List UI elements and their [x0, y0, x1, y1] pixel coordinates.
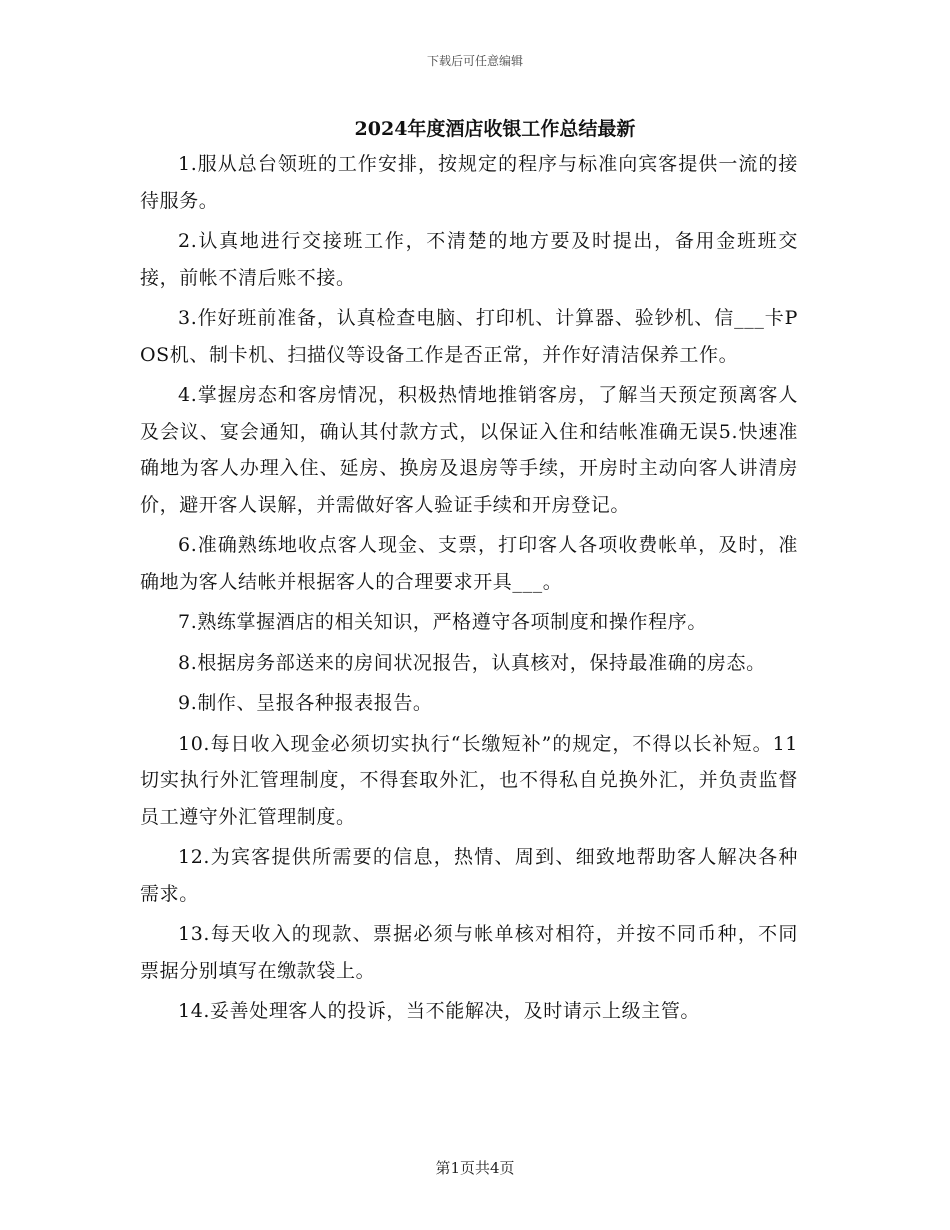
document-title: 2024年度酒店收银工作总结最新 [354, 118, 636, 140]
paragraph-3: 3.作好班前准备，认真检查电脑、打印机、计算器、验钞机、信___卡POS机、制卡机、扫描仪等设备工作是否正常，并作好清洁保养工作。 [140, 307, 798, 366]
paragraph-2: 2.认真地进行交接班工作，不清楚的地方要及时提出，备用金班班交接，前帐不清后账不接。 [140, 230, 798, 289]
paragraph-12: 12.为宾客提供所需要的信息，热情、周到、细致地帮助客人解决各种需求。 [140, 846, 798, 905]
paragraph-6: 6.准确熟练地收点客人现金、支票，打印客人各项收费帐单，及时，准确地为客人结帐并根据客人的合理要求开具___。 [140, 534, 798, 593]
paragraph-13: 13.每天收入的现款、票据必须与帐单核对相符，并按不同币种，不同票据分别填写在缴款袋上。 [140, 923, 798, 982]
paragraph-14: 14.妥善处理客人的投诉，当不能解决，及时请示上级主管。 [178, 1000, 701, 1022]
document-body [140, 146, 798, 1034]
header-note: 下载后可任意编辑 [426, 54, 523, 68]
paragraph-9: 9.制作、呈报各种报表报告。 [178, 692, 433, 714]
paragraph-8: 8.根据房务部送来的房间状况报告，认真核对，保持最准确的房态。 [178, 651, 766, 674]
paragraph-4: 4.掌握房态和客房情况，积极热情地推销客房，了解当天预定预离客人及会议、宴会通知，确认其付款方式，以保证入住和结帐准确无误5.快速准确地为客人办理入住、延房、换房及退房等手续，开房时主动向客人讲清房价，避开客人误解，并需做好客人验证手续和开房登记。 [140, 384, 798, 516]
paragraph-7: 7.熟练掌握酒店的相关知识，严格遵守各项制度和操作程序。 [178, 611, 707, 633]
paragraph-10: 10.每日收入现金必须切实执行“长缴短补”的规定，不得以长补短。11切实执行外汇管理制度，不得套取外汇，也不得私自兑换外汇，并负责监督员工遵守外汇管理制度。 [140, 732, 798, 828]
paragraph-1: 1.服从总台领班的工作安排，按规定的程序与标准向宾客提供一流的接待服务。 [140, 153, 798, 212]
page-footer: 第1页共4页 [435, 1159, 515, 1177]
